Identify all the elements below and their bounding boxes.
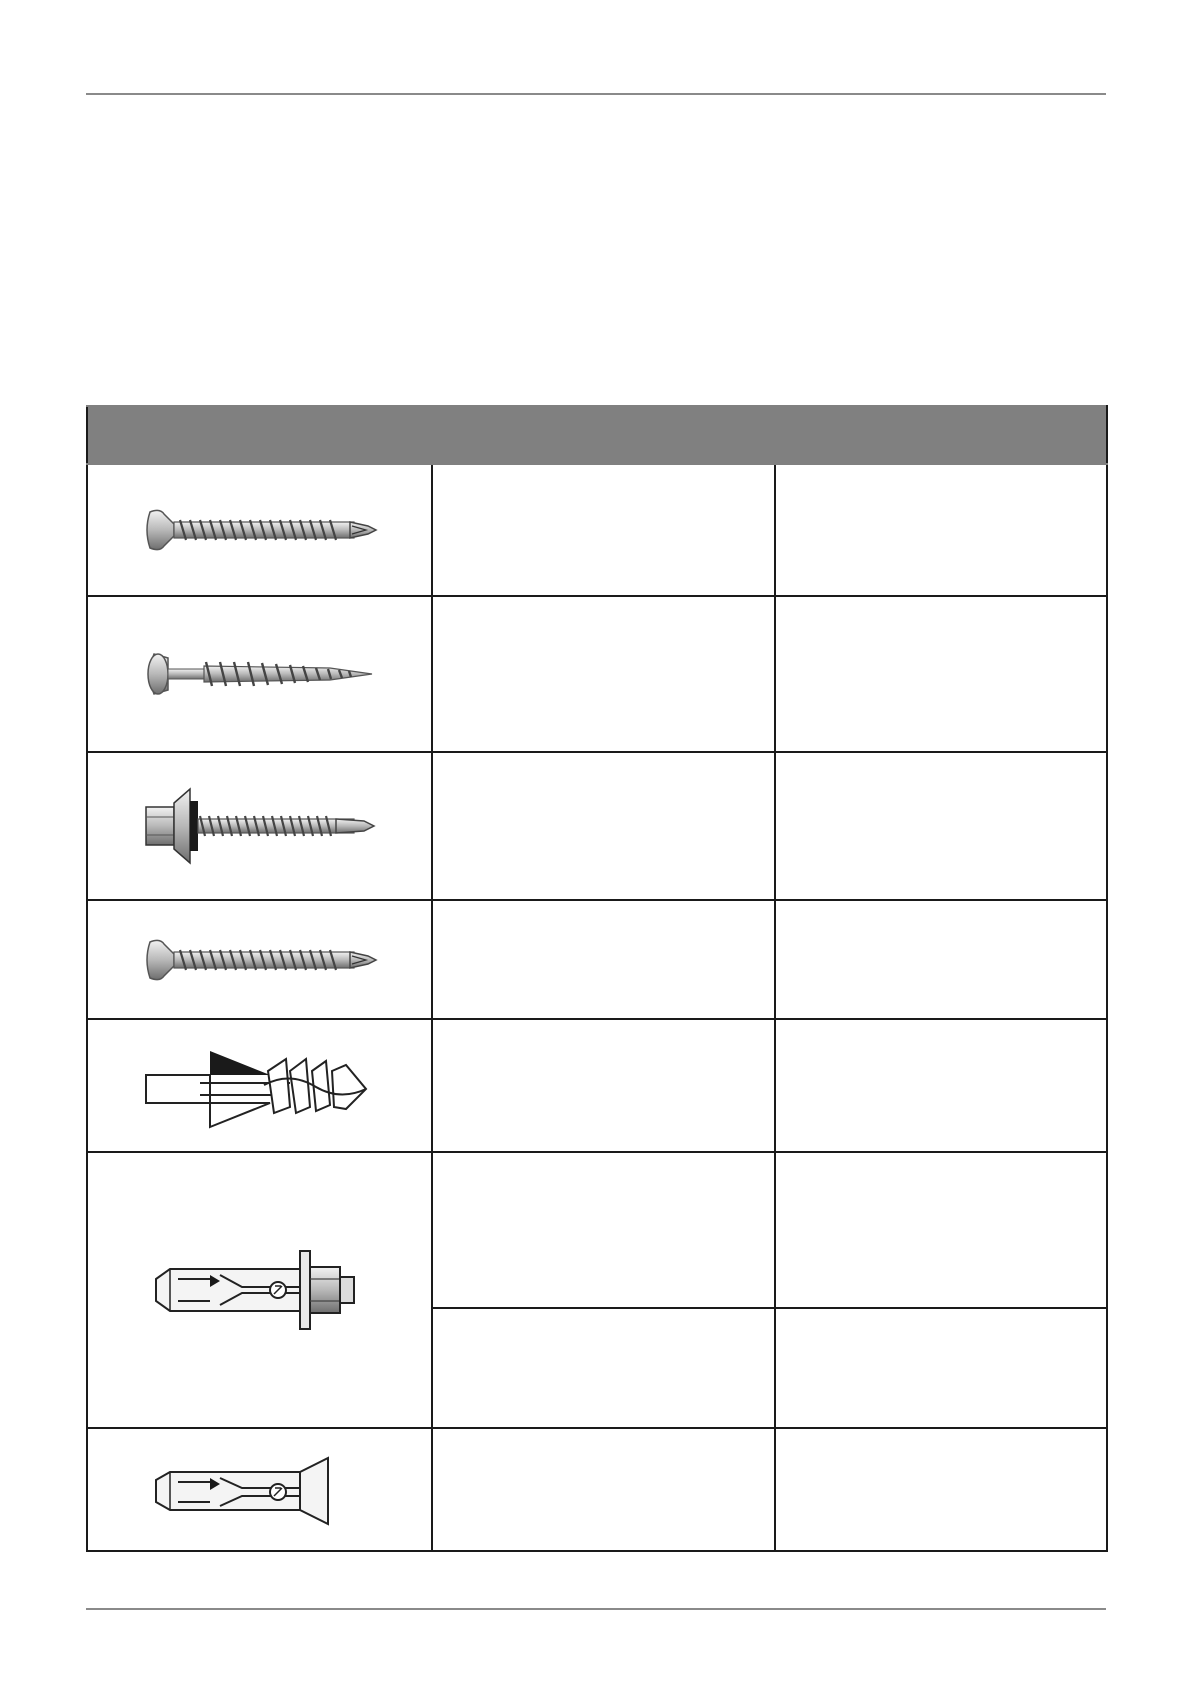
table-cell — [432, 900, 775, 1019]
fastener-image-cell — [87, 464, 432, 596]
table-row — [87, 464, 1107, 596]
footer-rule — [86, 1608, 1106, 1610]
countersunk-self-drilling-screw-icon — [140, 500, 380, 560]
table-cell — [775, 1019, 1107, 1152]
countersunk-self-drilling-screw-icon — [140, 930, 380, 990]
table-cell — [432, 1152, 775, 1308]
table-cell — [432, 596, 775, 752]
table-cell — [432, 1019, 775, 1152]
table-row — [87, 1019, 1107, 1152]
table-cell — [432, 464, 775, 596]
pan-head-wood-screw-icon — [140, 638, 380, 710]
table-cell — [432, 1308, 775, 1428]
plastic-wall-plug-icon — [140, 1041, 380, 1131]
fastener-image-cell — [87, 596, 432, 752]
fastener-image-cell — [87, 1428, 432, 1551]
hex-head-expansion-anchor-icon — [150, 1245, 370, 1335]
header-rule — [86, 93, 1106, 95]
fastener-image-cell — [87, 900, 432, 1019]
hex-head-washer-self-drilling-screw-icon — [140, 781, 380, 871]
table-header-row — [87, 406, 1107, 464]
table-row — [87, 596, 1107, 752]
table-cell — [775, 900, 1107, 1019]
table-cell — [775, 752, 1107, 900]
fastener-table — [86, 405, 1108, 1552]
table-cell — [775, 1308, 1107, 1428]
table-cell — [432, 752, 775, 900]
fastener-image-cell — [87, 1019, 432, 1152]
header-cell — [775, 406, 1107, 464]
table-row — [87, 1428, 1107, 1551]
table-row — [87, 752, 1107, 900]
header-cell — [432, 406, 775, 464]
header-cell — [87, 406, 432, 464]
table-row — [87, 1152, 1107, 1308]
table-cell — [432, 1428, 775, 1551]
fastener-image-cell — [87, 752, 432, 900]
table-cell — [775, 596, 1107, 752]
table-cell — [775, 1428, 1107, 1551]
table-cell — [775, 1152, 1107, 1308]
countersunk-expansion-anchor-icon — [150, 1454, 370, 1526]
table-row — [87, 900, 1107, 1019]
table-cell — [775, 464, 1107, 596]
fastener-image-cell — [87, 1152, 432, 1428]
